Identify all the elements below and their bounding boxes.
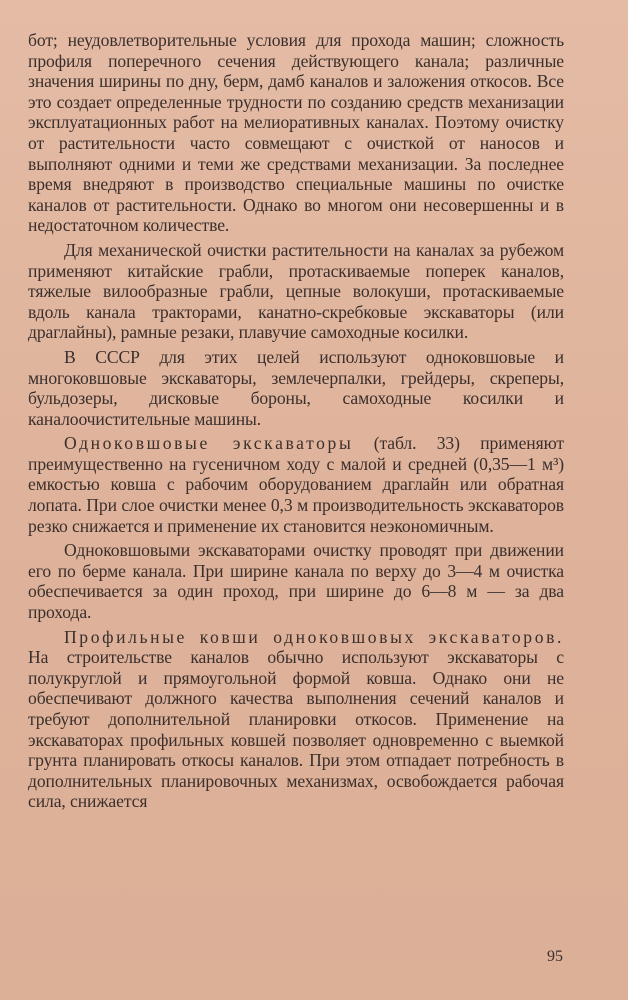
paragraph-1: бот; неудовлетворительные условия для прохода машин; сложность профиля поперечного сечения действующего канала; различные значения ширины по дну, берм, дамб каналов и заложения откосов. Все это создает определенные трудности по созданию средств механизации эксплуатационных работ на мелиоративных каналах. Поэтому очистку от растительности часто совмещают с очисткой от наносов и выполняют одними и теми же средствами механизации. За последнее время внедряют в производство специальные машины по очистке каналов от растительности. Однако во многом они несовершенны и в недостаточном количестве. <box>28 30 564 236</box>
paragraph-6-text: На строительстве каналов обычно используют экскаваторы с полукруглой и прямоугольной формой ковша. Однако они не обеспечивают должного качества выполнения сечений каналов и требуют дополнительной планировки откосов. Применение на экскаваторах профильных ковшей позволяет одновременно с выемкой грунта планировать откосы каналов. При этом отпадает потребность в дополнительных планировочных механизмах, освобождается рабочая сила, снижается <box>28 647 564 812</box>
paragraph-6 <box>28 627 564 812</box>
paragraph-3: В СССР для этих целей используют одноковшовые и многоковшовые экскаваторы, землечерпалки, грейдеры, скреперы, бульдозеры, дисковые бороны, самоходные косилки и каналоочистительные машины. <box>28 346 564 429</box>
paragraph-4 <box>28 433 564 536</box>
section-heading-single-bucket-excavators: Одноковшовые экскаваторы <box>64 433 354 454</box>
page-body <box>28 30 564 816</box>
page-number: 95 <box>547 948 563 965</box>
section-heading-profile-buckets: Профильные ковши одноковшовых экскаваторов. <box>64 626 564 647</box>
paragraph-2: Для механической очистки растительности на каналах за рубежом применяют китайские грабли, протаскиваемые поперек каналов, тяжелые вилообразные грабли, цепные волокуши, протаскиваемые вдоль канала тракторами, канатно-скребковые экскаваторы (или драглайны), рамные резаки, плавучие самоходные косилки. <box>28 239 564 343</box>
paragraph-5: Одноковшовыми экскаваторами очистку проводят при движении его по берме канала. При ширине канала по верху до 3—4 м очистка обеспечивается за один проход, при ширине до 6—8 м — за два прохода. <box>28 540 564 623</box>
paragraph-4-text: (табл. 33) применяют преимущественно на гусеничном ходу с малой и средней (0,35—1 м³) емкостью ковша с рабочим оборудованием драглайн или обратная лопата. При слое очистки менее 0,3 м производительность экскаваторов резко снижается и применение их становится неэкономичным. <box>28 433 564 536</box>
